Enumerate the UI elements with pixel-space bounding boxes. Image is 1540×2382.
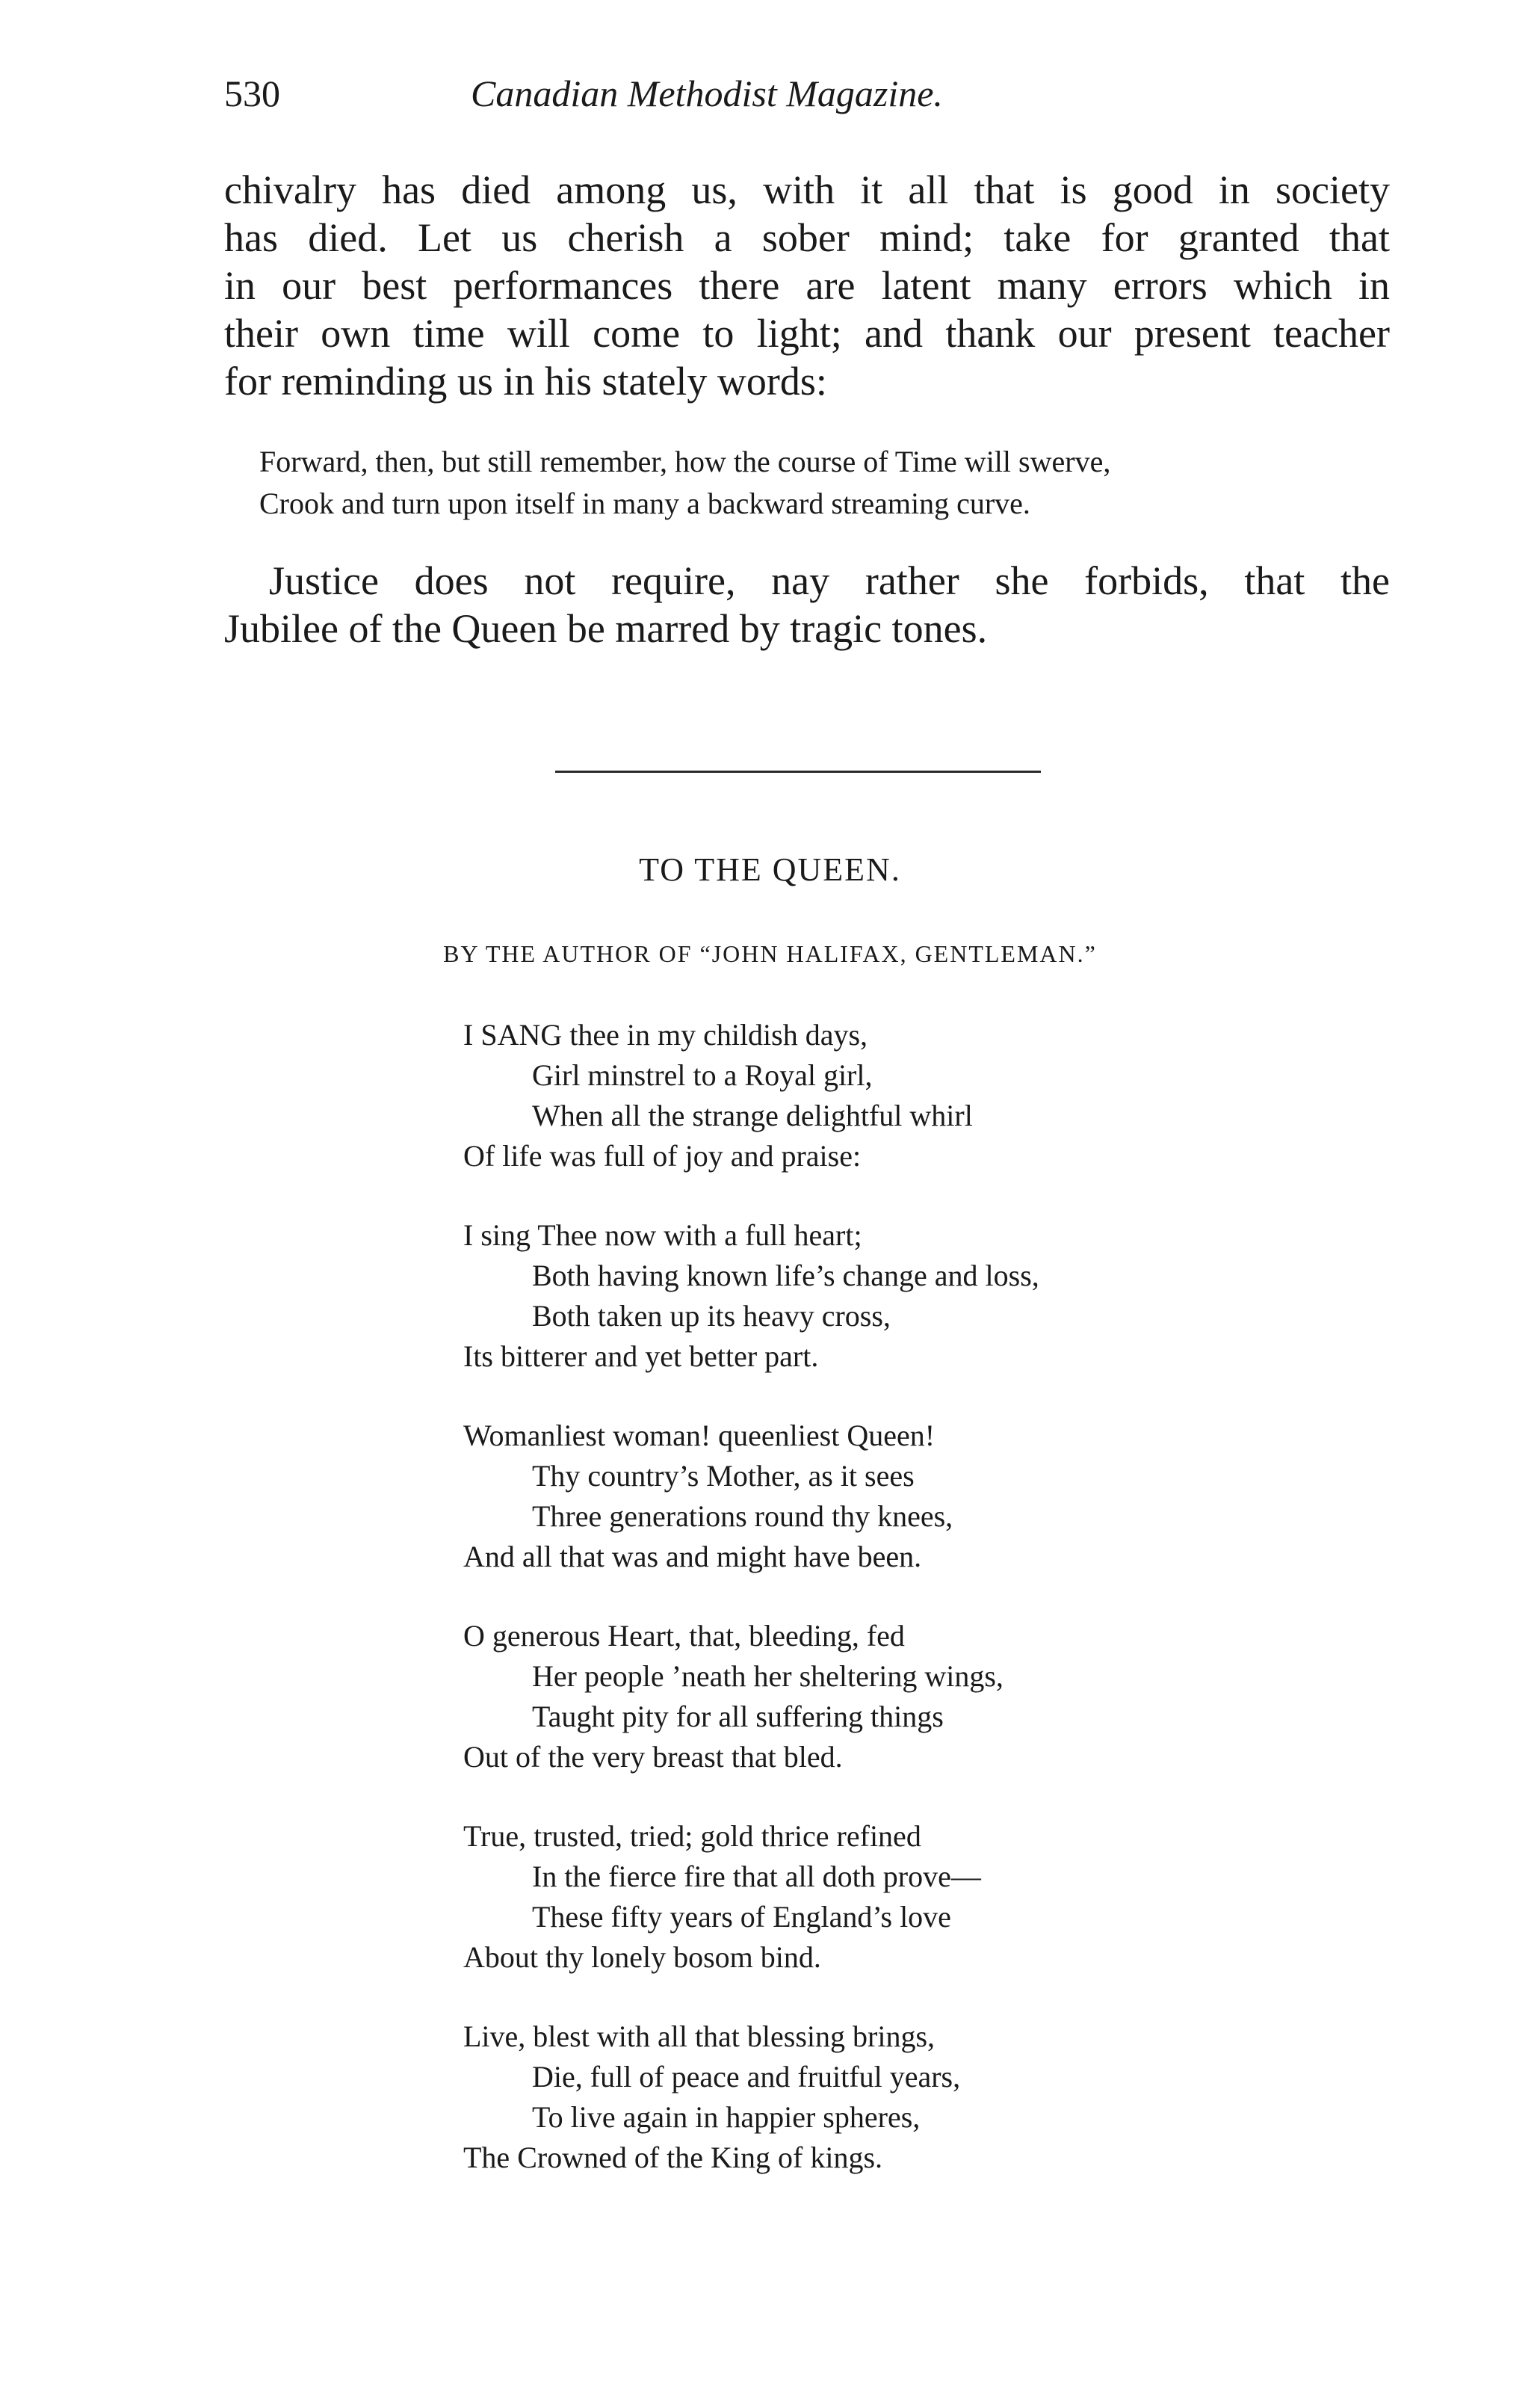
prose-line: their own time will come to light; and thank our present teacher [224, 311, 1390, 356]
verse-line: Girl minstrel to a Royal girl, [532, 1058, 873, 1092]
verse-line: Thy country’s Mother, as it sees [532, 1459, 915, 1493]
stanza [463, 1015, 1039, 1176]
verse-line: Its bitterer and yet better part. [463, 1339, 819, 1373]
poem-body [463, 1015, 1039, 2217]
verse-line: About thy lonely bosom bind. [463, 1940, 821, 1974]
verse-line: When all the strange delightful whirl [532, 1099, 973, 1132]
verse-line: True, trusted, tried; gold thrice refined [463, 1819, 921, 1853]
page-header [224, 72, 1390, 132]
verse-line: Both taken up its heavy cross, [532, 1299, 891, 1333]
stanza [463, 2017, 1039, 2178]
verse-line: Die, full of peace and fruitful years, [532, 2060, 961, 2093]
verse-line: Taught pity for all suffering things [532, 1700, 944, 1733]
verse-line: To live again in happier spheres, [532, 2100, 921, 2134]
verse-line: Her people ’neath her sheltering wings, [532, 1659, 1004, 1693]
verse-line: O generous Heart, that, bleeding, fed [463, 1619, 905, 1653]
prose-line: Justice does not require, nay rather she forbids, that the [269, 558, 1390, 603]
stanza [463, 1816, 1039, 1978]
prose-paragraph-1 [224, 166, 1390, 405]
verse-line: Womanliest woman! queenliest Queen! [463, 1419, 936, 1452]
block-quote [259, 441, 1110, 525]
prose-line: chivalry has died among us, with it all that is good in society [224, 167, 1390, 212]
prose-line: has died. Let us cherish a sober mind; take for granted that [224, 215, 1390, 260]
poem-title: TO THE QUEEN. [639, 851, 901, 888]
verse-line: Live, blest with all that blessing brings, [463, 2020, 936, 2053]
verse-line: I SANG thee in my childish days, [463, 1018, 868, 1052]
verse-line: These fifty years of England’s love [532, 1900, 951, 1934]
verse-line: Out of the very breast that bled. [463, 1740, 843, 1774]
verse-line: Three generations round thy knees, [532, 1499, 953, 1533]
verse-line: Of life was full of joy and praise: [463, 1139, 862, 1173]
running-title: Canadian Methodist Magazine. [471, 72, 943, 114]
prose-line: Jubilee of the Queen be marred by tragic tones. [224, 606, 988, 651]
stanza [463, 1616, 1039, 1777]
quote-line: Forward, then, but still remember, how the course of Time will swerve, [259, 445, 1111, 478]
prose-line: in our best performances there are latent many errors which in [224, 263, 1390, 308]
prose-line: for reminding us in his stately words: [224, 359, 827, 404]
page-number: 530 [224, 72, 280, 114]
stanza [463, 1215, 1039, 1377]
verse-line: I sing Thee now with a full heart; [463, 1218, 862, 1252]
poem-byline: BY THE AUTHOR OF “JOHN HALIFAX, GENTLEMAN.” [443, 940, 1097, 967]
stanza [463, 1416, 1039, 1577]
verse-line: The Crowned of the King of kings. [463, 2141, 883, 2174]
prose-paragraph-2 [224, 557, 1390, 652]
verse-line: And all that was and might have been. [463, 1540, 922, 1573]
section-divider [555, 771, 1041, 773]
verse-line: Both having known life’s change and loss, [532, 1259, 1039, 1292]
quote-line: Crook and turn upon itself in many a backward streaming curve. [259, 487, 1030, 520]
verse-line: In the fierce fire that all doth prove— [532, 1860, 981, 1893]
